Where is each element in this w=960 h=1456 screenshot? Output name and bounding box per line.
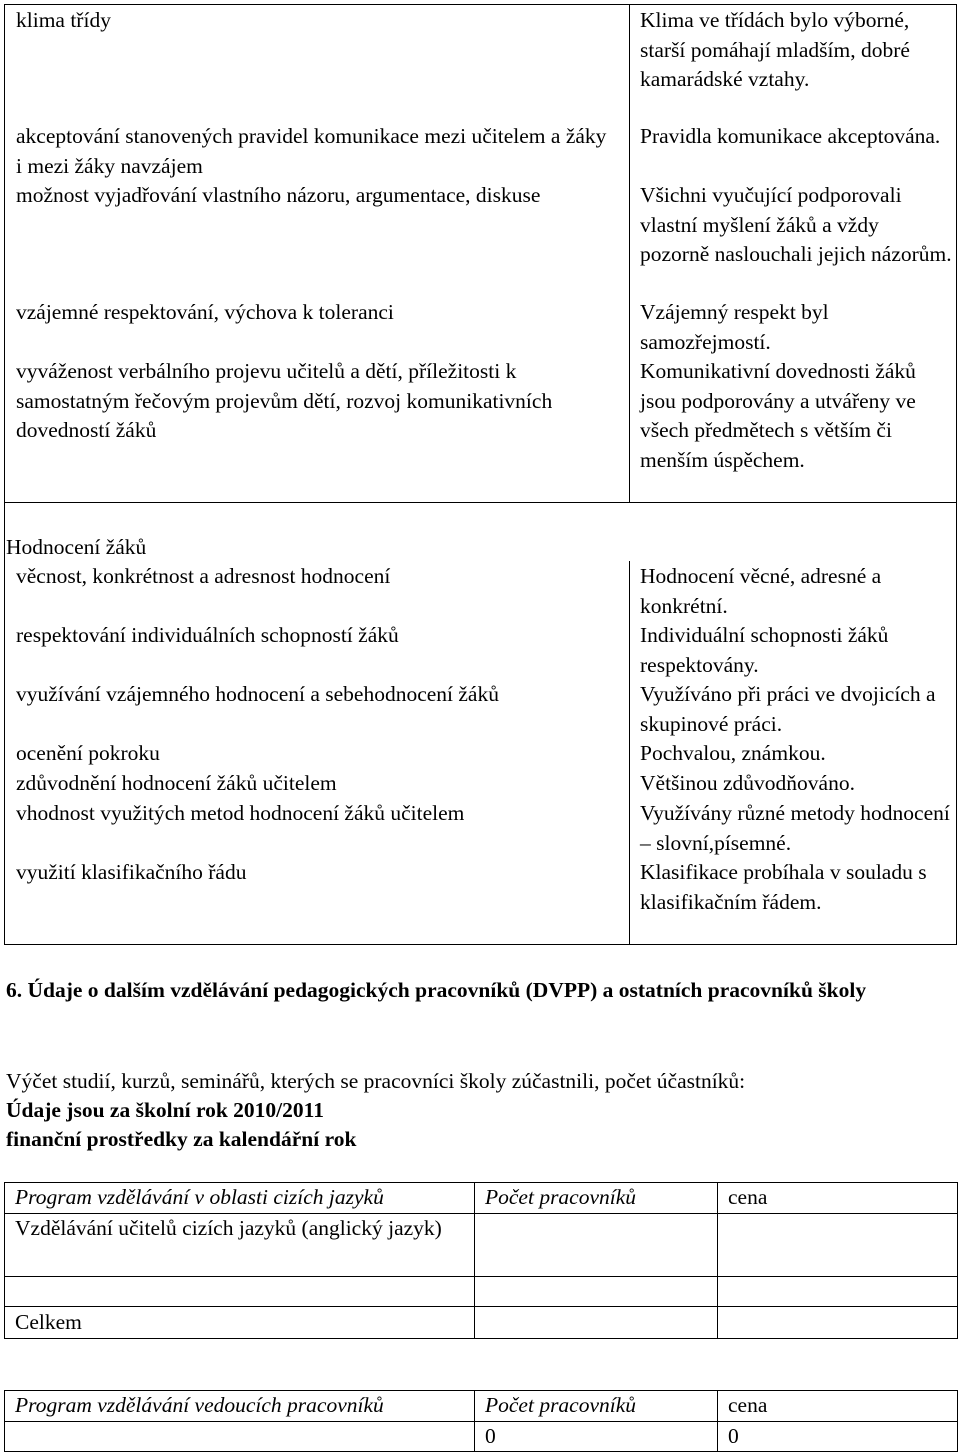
row-divider xyxy=(4,502,957,503)
criterion-text: věcnost, konkrétnost a adresnost hodnocení xyxy=(16,564,391,588)
criterion-text: vyváženost verbálního projevu učitelů a dětí, příležitosti k samostatným řečovým projevům dětí, rozvoj komunikativních dovedností žáků xyxy=(16,359,553,442)
column-divider xyxy=(629,4,630,503)
comment-text: Vzájemný respekt byl samozřejmostí. xyxy=(640,300,829,354)
table-cell xyxy=(718,1213,958,1276)
comment-text: Klima ve třídách bylo výborné, starší pomáhají mladším, dobré kamarádské vztahy. xyxy=(640,8,910,91)
table-header-row xyxy=(5,1391,958,1422)
table-header: Počet pracovníků xyxy=(475,1183,718,1214)
comment-text: Využívány různé metody hodnocení – slovní,písemné. xyxy=(640,801,950,855)
table-header-row xyxy=(5,1183,958,1214)
comment-text: Individuální schopnosti žáků respektovány. xyxy=(640,623,889,677)
criterion-text: vhodnost využitých metod hodnocení žáků učitelem xyxy=(16,801,465,825)
table-cell: 0 xyxy=(475,1421,718,1452)
comment-text: Většinou zdůvodňováno. xyxy=(640,771,855,795)
criterion-text: respektování individuálních schopností žáků xyxy=(16,623,399,647)
table-header: Program vzdělávání v oblasti cizích jazyků xyxy=(5,1183,475,1214)
table-cell: Vzdělávání učitelů cizích jazyků (anglický jazyk) xyxy=(5,1213,475,1276)
table-header: Počet pracovníků xyxy=(475,1391,718,1422)
column-divider xyxy=(629,561,630,945)
criterion-text: vzájemné respektování, výchova k toleranci xyxy=(16,300,394,324)
table-header: cena xyxy=(718,1183,958,1214)
comment-text: Hodnocení věcné, adresné a konkrétní. xyxy=(640,564,882,618)
table-cell xyxy=(475,1213,718,1276)
management-training-table xyxy=(4,1390,958,1452)
table-cell xyxy=(718,1276,958,1306)
finance-line: finanční prostředky za kalendářní rok xyxy=(6,1127,357,1151)
criterion-text: využití klasifikačního řádu xyxy=(16,860,247,884)
table-cell xyxy=(718,1306,958,1338)
intro-text: Výčet studií, kurzů, seminářů, kterých se pracovníci školy zúčastnili, počet účastníků: xyxy=(6,1069,746,1093)
criterion-text: akceptování stanovených pravidel komunikace mezi učitelem a žáky i mezi žáky navzájem xyxy=(16,124,607,178)
criterion-text: zdůvodnění hodnocení žáků učitelem xyxy=(16,771,337,795)
table-cell: 0 xyxy=(718,1421,958,1452)
criterion-text: možnost vyjadřování vlastního názoru, argumentace, diskuse xyxy=(16,183,541,207)
comment-text: Pochvalou, známkou. xyxy=(640,741,826,765)
table-cell xyxy=(475,1276,718,1306)
criterion-text: využívání vzájemného hodnocení a sebehodnocení žáků xyxy=(16,682,499,706)
language-training-table xyxy=(4,1182,958,1339)
comment-text: Pravidla komunikace akceptována. xyxy=(640,124,941,148)
comment-text: Klasifikace probíhala v souladu s klasifikačním řádem. xyxy=(640,860,927,914)
table-row xyxy=(5,1213,958,1276)
comment-text: Komunikativní dovednosti žáků jsou podporovány a utvářeny ve všech předmětech s větším či menším úspěchem. xyxy=(640,359,916,472)
table-header: Program vzdělávání vedoucích pracovníků xyxy=(5,1391,475,1422)
section-title-hodnoceni: Hodnocení žáků xyxy=(6,535,147,559)
criterion-text: ocenění pokroku xyxy=(16,741,160,765)
table-row xyxy=(5,1276,958,1306)
section-title-klima: klima třídy xyxy=(16,8,111,32)
section-heading: 6. Údaje o dalším vzdělávání pedagogických pracovníků (DVPP) a ostatních pracovníků školy xyxy=(6,978,867,1002)
table-row xyxy=(5,1306,958,1338)
school-year-line: Údaje jsou za školní rok 2010/2011 xyxy=(6,1098,324,1122)
table-cell xyxy=(5,1421,475,1452)
table-cell: Celkem xyxy=(5,1306,475,1338)
comment-text: Využíváno při práci ve dvojicích a skupinové práci. xyxy=(640,682,936,736)
comment-text: Všichni vyučující podporovali vlastní myšlení žáků a vždy pozorně naslouchali jejich názorům. xyxy=(640,183,952,266)
table-header: cena xyxy=(718,1391,958,1422)
table-row xyxy=(5,1421,958,1452)
table-cell xyxy=(475,1306,718,1338)
table-cell xyxy=(5,1276,475,1306)
